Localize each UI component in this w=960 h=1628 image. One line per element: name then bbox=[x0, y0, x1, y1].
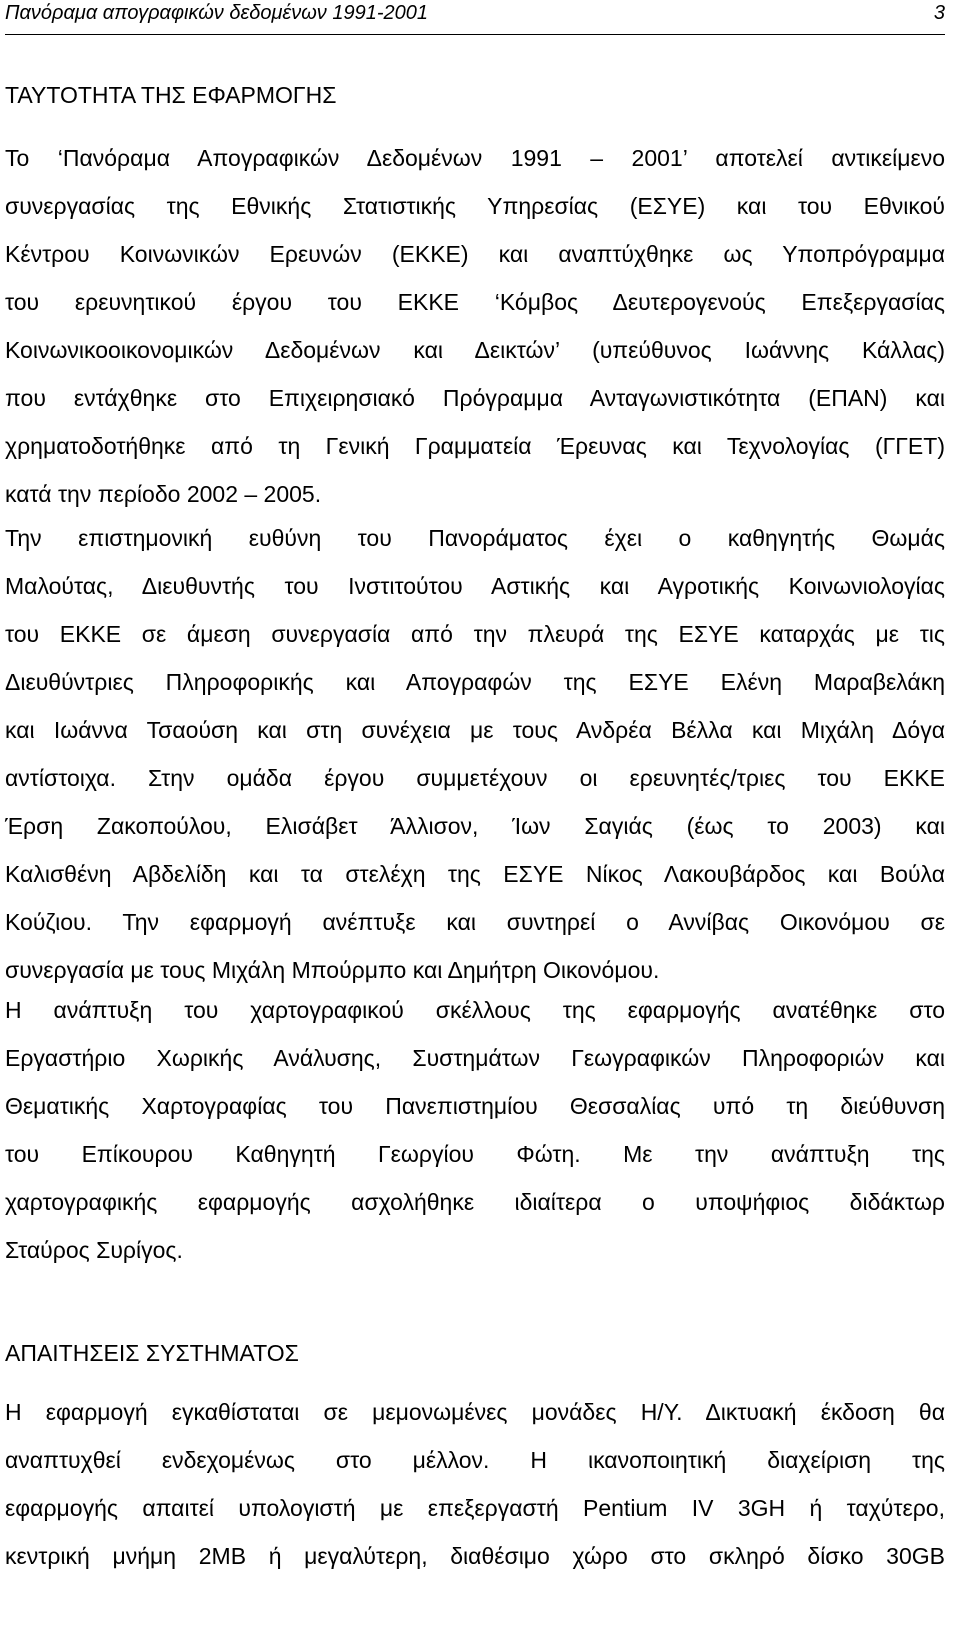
paragraph-identity-1 bbox=[5, 134, 945, 518]
text-line: Θεματικής Χαρτογραφίας του Πανεπιστημίου Θεσσαλίας υπό τη διεύθυνση bbox=[5, 1093, 945, 1119]
text-line: χρηματοδοτήθηκε από τη Γενική Γραμματεία Έρευνας και Τεχνολογίας (ΓΓΕΤ) bbox=[5, 433, 945, 459]
paragraph-identity-3 bbox=[5, 986, 945, 1274]
page-number: 3 bbox=[933, 2, 945, 24]
text-line: Εργαστήριο Χωρικής Ανάλυσης, Συστημάτων Γεωγραφικών Πληροφοριών και bbox=[5, 1045, 945, 1071]
text-line: Κοινωνικοοικονομικών Δεδομένων και Δεικτών’ (υπεύθυνος Ιωάννης Κάλλας) bbox=[5, 337, 945, 363]
text-line: Καλισθένη Αβδελίδη και τα στελέχη της ΕΣΥΕ Νίκος Λακουβάρδος και Βούλα bbox=[5, 861, 945, 887]
text-line: Κέντρου Κοινωνικών Ερευνών (ΕΚΚΕ) και αναπτύχθηκε ως Υποπρόγραμμα bbox=[5, 241, 945, 267]
paragraph-identity-2 bbox=[5, 514, 945, 994]
text-line: Την επιστημονική ευθύνη του Πανοράματος έχει ο καθηγητής Θωμάς bbox=[5, 525, 945, 551]
text-line: αντίστοιχα. Στην ομάδα έργου συμμετέχουν οι ερευνητές/τριες του ΕΚΚΕ bbox=[5, 765, 945, 791]
text-line: συνεργασία με τους Μιχάλη Μπούρμπο και Δημήτρη Οικονόμου. bbox=[5, 957, 660, 983]
text-line: Μαλούτας, Διευθυντής του Ινστιτούτου Αστικής και Αγροτικής Κοινωνιολογίας bbox=[5, 573, 945, 599]
text-line: χαρτογραφικής εφαρμογής ασχολήθηκε ιδιαίτερα ο υποψήφιος διδάκτωρ bbox=[5, 1189, 945, 1215]
text-line: του ΕΚΚΕ σε άμεση συνεργασία από την πλευρά της ΕΣΥΕ καταρχάς με τις bbox=[5, 621, 945, 647]
text-line: και Ιωάννα Τσαούση και στη συνέχεια με τους Ανδρέα Βέλλα και Μιχάλη Δόγα bbox=[5, 717, 945, 743]
header-title: Πανόραμα απογραφικών δεδομένων 1991-2001 bbox=[5, 2, 428, 24]
paragraph-requirements-1 bbox=[5, 1388, 945, 1580]
text-line: Η εφαρμογή εγκαθίσταται σε μεμονωμένες μονάδες Η/Υ. Δικτυακή έκδοση θα bbox=[5, 1399, 945, 1425]
section-heading-requirements: ΑΠΑΙΤΗΣΕΙΣ ΣΥΣΤΗΜΑΤΟΣ bbox=[5, 1340, 299, 1366]
section-heading-identity: ΤΑΥΤΟΤΗΤΑ ΤΗΣ ΕΦΑΡΜΟΓΗΣ bbox=[5, 82, 337, 108]
text-line: Σταύρος Συρίγος. bbox=[5, 1237, 183, 1263]
text-line: Έρση Ζακοπούλου, Ελισάβετ Άλλισον, Ίων Σαγιάς (έως το 2003) και bbox=[5, 813, 945, 839]
page-header bbox=[5, 0, 945, 35]
text-line: που εντάχθηκε στο Επιχειρησιακό Πρόγραμμα Ανταγωνιστικότητα (ΕΠΑΝ) και bbox=[5, 385, 945, 411]
text-line: συνεργασίας της Εθνικής Στατιστικής Υπηρεσίας (ΕΣΥΕ) και του Εθνικού bbox=[5, 193, 945, 219]
text-line: Το ‘Πανόραμα Απογραφικών Δεδομένων 1991 – 2001’ αποτελεί αντικείμενο bbox=[5, 145, 945, 171]
text-line: αναπτυχθεί ενδεχομένως στο μέλλον. Η ικανοποιητική διαχείριση της bbox=[5, 1447, 945, 1473]
text-line: κεντρική μνήμη 2MB ή μεγαλύτερη, διαθέσιμο χώρο στο σκληρό δίσκο 30GB bbox=[5, 1543, 945, 1569]
text-line: κατά την περίοδο 2002 – 2005. bbox=[5, 481, 322, 507]
text-line: του ερευνητικού έργου του ΕΚΚΕ ‘Κόμβος Δευτερογενούς Επεξεργασίας bbox=[5, 289, 945, 315]
text-line: Η ανάπτυξη του χαρτογραφικού σκέλλους της εφαρμογής ανατέθηκε στο bbox=[5, 997, 945, 1023]
text-line: του Επίκουρου Καθηγητή Γεωργίου Φώτη. Με την ανάπτυξη της bbox=[5, 1141, 945, 1167]
text-line: Διευθύντριες Πληροφορικής και Απογραφών της ΕΣΥΕ Ελένη Μαραβελάκη bbox=[5, 669, 945, 695]
text-line: εφαρμογής απαιτεί υπολογιστή με επεξεργαστή Pentium IV 3GH ή ταχύτερο, bbox=[5, 1495, 945, 1521]
text-line: Κούζιου. Την εφαρμογή ανέπτυξε και συντηρεί ο Αννίβας Οικονόμου σε bbox=[5, 909, 945, 935]
